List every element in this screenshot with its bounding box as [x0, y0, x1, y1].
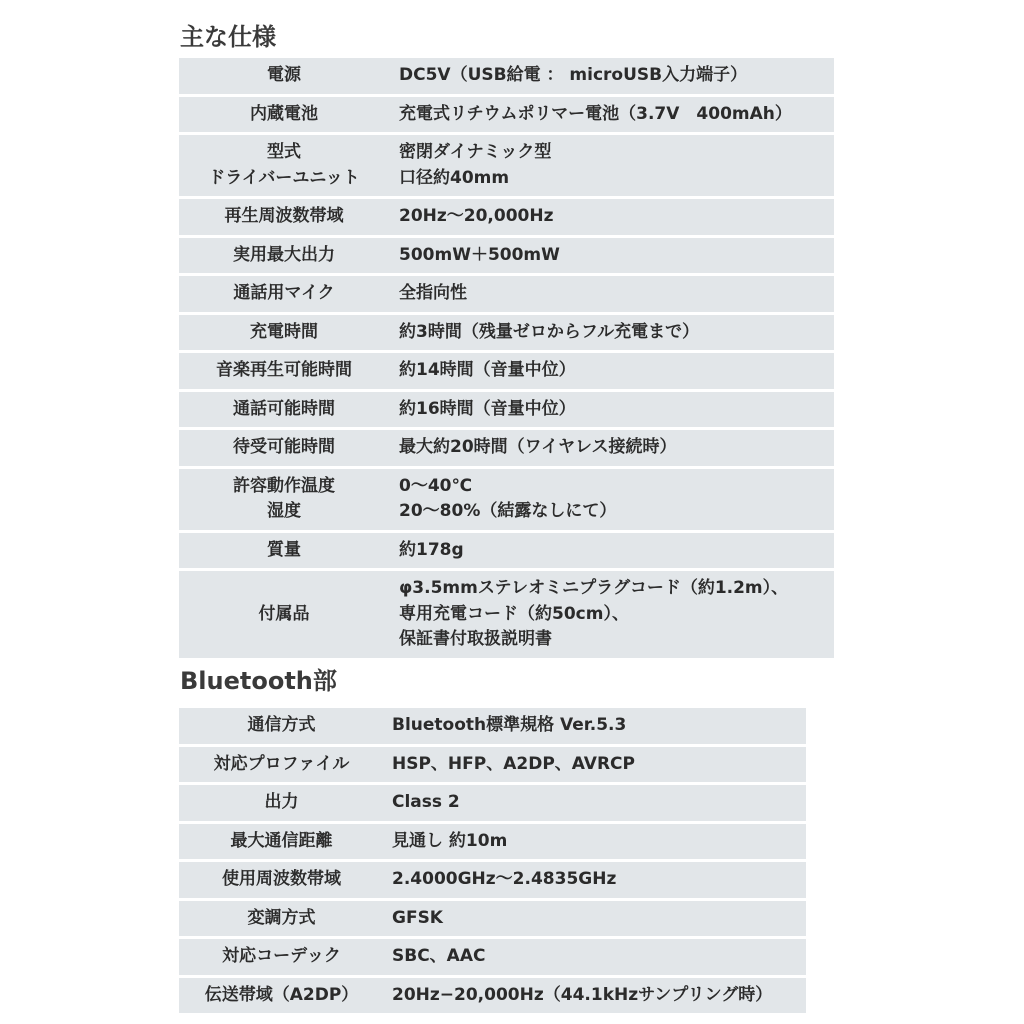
spec-row	[179, 315, 834, 351]
spec-row	[179, 58, 834, 94]
spec-label: 電源	[179, 58, 391, 94]
spec-label: 再生周波数帯域	[179, 199, 391, 235]
spec-row	[179, 571, 834, 658]
spec-value: SBC、AAC	[384, 939, 806, 975]
spec-value: Class 2	[384, 785, 806, 821]
spec-label: 内蔵電池	[179, 97, 391, 133]
spec-row	[179, 97, 834, 133]
spec-value: 充電式リチウムポリマー電池（3.7V 400mAh）	[391, 97, 834, 133]
spec-label: 使用周波数帯域	[179, 862, 384, 898]
spec-value: 500mW＋500mW	[391, 238, 834, 274]
spec-label: 変調方式	[179, 901, 384, 937]
spec-row	[179, 862, 806, 898]
bluetooth-specs-table	[179, 705, 806, 1016]
spec-value: 20Hz−20,000Hz（44.1kHzサンプリング時）	[384, 978, 806, 1014]
spec-value: Bluetooth標準規格 Ver.5.3	[384, 708, 806, 744]
spec-value: 約16時間（音量中位）	[391, 392, 834, 428]
spec-value: 0〜40℃ 20〜80%（結露なしにて）	[391, 469, 834, 530]
spec-label: 通話可能時間	[179, 392, 391, 428]
spec-label: 付属品	[179, 571, 391, 658]
spec-row	[179, 430, 834, 466]
spec-value: GFSK	[384, 901, 806, 937]
spec-value: 約14時間（音量中位）	[391, 353, 834, 389]
spec-value: φ3.5mmステレオミニプラグコード（約1.2m）、 専用充電コード（約50cm）、 保証書付取扱説明書	[391, 571, 834, 658]
spec-row	[179, 978, 806, 1014]
main-specs-title: 主な仕様	[180, 23, 276, 51]
spec-label: 質量	[179, 533, 391, 569]
spec-label: 充電時間	[179, 315, 391, 351]
spec-label: 許容動作温度 湿度	[179, 469, 391, 530]
spec-value: 全指向性	[391, 276, 834, 312]
spec-label: 待受可能時間	[179, 430, 391, 466]
spec-row	[179, 901, 806, 937]
spec-row	[179, 939, 806, 975]
spec-value: 2.4000GHz〜2.4835GHz	[384, 862, 806, 898]
spec-value: 約178g	[391, 533, 834, 569]
spec-value: 密閉ダイナミック型 口径約40mm	[391, 135, 834, 196]
spec-label: 通信方式	[179, 708, 384, 744]
spec-label: 型式 ドライバーユニット	[179, 135, 391, 196]
spec-label: 出力	[179, 785, 384, 821]
spec-row	[179, 708, 806, 744]
spec-row	[179, 238, 834, 274]
spec-row	[179, 135, 834, 196]
spec-value: 約3時間（残量ゼロからフル充電まで）	[391, 315, 834, 351]
spec-value: HSP、HFP、A2DP、AVRCP	[384, 747, 806, 783]
spec-label: 対応コーデック	[179, 939, 384, 975]
spec-label: 対応プロファイル	[179, 747, 384, 783]
spec-label: 音楽再生可能時間	[179, 353, 391, 389]
spec-row	[179, 785, 806, 821]
spec-row	[179, 276, 834, 312]
spec-row	[179, 533, 834, 569]
spec-value: DC5V（USB給電 ： microUSB入力端子）	[391, 58, 834, 94]
spec-value: 20Hz〜20,000Hz	[391, 199, 834, 235]
spec-row	[179, 747, 806, 783]
spec-row	[179, 824, 806, 860]
spec-row	[179, 469, 834, 530]
spec-row	[179, 353, 834, 389]
spec-value: 最大約20時間（ワイヤレス接続時）	[391, 430, 834, 466]
spec-row	[179, 199, 834, 235]
bluetooth-section-title: Bluetooth部	[180, 667, 337, 695]
spec-label: 通話用マイク	[179, 276, 391, 312]
spec-value: 見通し 約10m	[384, 824, 806, 860]
spec-row	[179, 392, 834, 428]
spec-label: 実用最大出力	[179, 238, 391, 274]
spec-label: 最大通信距離	[179, 824, 384, 860]
spec-label: 伝送帯域（A2DP）	[179, 978, 384, 1014]
main-specs-table	[179, 55, 834, 661]
